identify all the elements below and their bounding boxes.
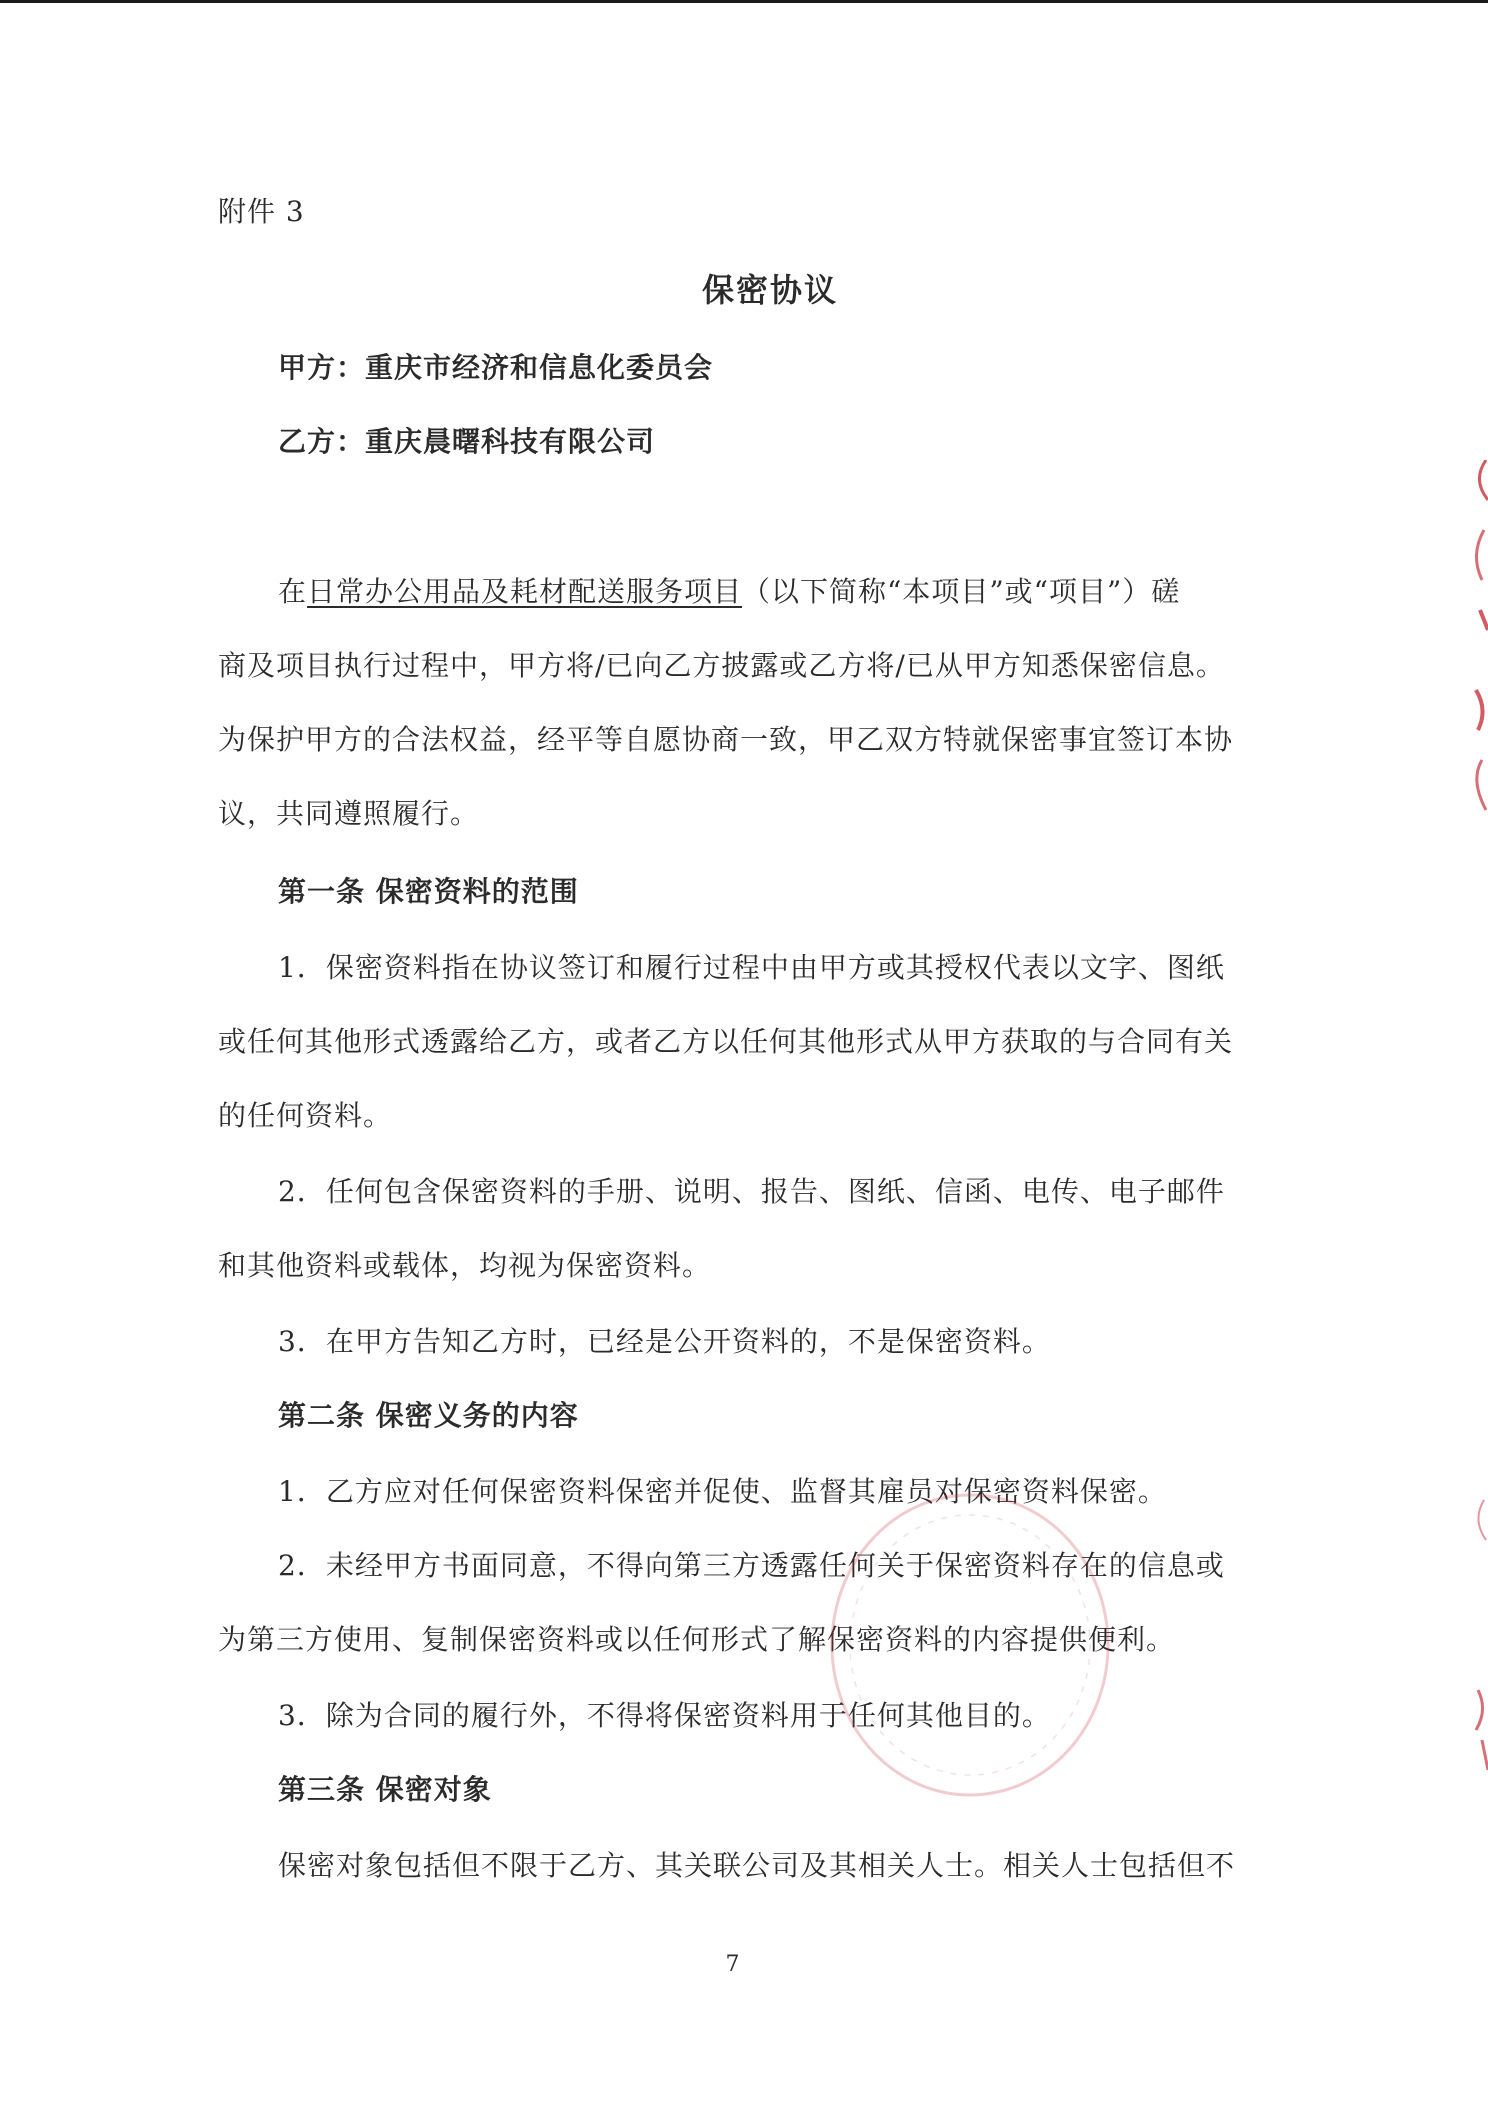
- party-b: 乙方：重庆晨曙科技有限公司: [278, 425, 656, 458]
- article-1-item-2-line-1: 2．任何包含保密资料的手册、说明、报告、图纸、信函、电传、电子邮件: [278, 1175, 1225, 1208]
- article-1-item-3: 3．在甲方告知乙方时，已经是公开资料的，不是保密资料。: [278, 1325, 1051, 1358]
- article-1-item-1-line-1: 1．保密资料指在协议签订和履行过程中由甲方或其授权代表以文字、图纸: [278, 951, 1225, 984]
- article-1-item-2-line-2: 和其他资料或载体，均视为保密资料。: [218, 1249, 712, 1282]
- article-2-heading: 第二条 保密义务的内容: [278, 1399, 579, 1432]
- seal-edge-mark: [1466, 460, 1488, 820]
- article-2-item-1: 1．乙方应对任何保密资料保密并促使、监督其雇员对保密资料保密。: [278, 1475, 1167, 1508]
- intro-line-2: 商及项目执行过程中，甲方将/已向乙方披露或乙方将/已从甲方知悉保密信息。: [218, 649, 1225, 682]
- intro-line-1: [278, 572, 1180, 612]
- article-2-item-2-line-1: 2．未经甲方书面同意，不得向第三方透露任何关于保密资料存在的信息或: [278, 1549, 1225, 1582]
- intro-prefix: 在: [278, 575, 308, 608]
- article-1-item-1-line-3: 的任何资料。: [218, 1099, 393, 1132]
- intro-line-3: 为保护甲方的合法权益，经平等自愿协商一致，甲乙双方特就保密事宜签订本协: [218, 723, 1234, 756]
- party-a: 甲方：重庆市经济和信息化委员会: [278, 351, 714, 384]
- article-1-item-1-line-2: 或任何其他形式透露给乙方，或者乙方以任何其他形式从甲方获取的与合同有关: [218, 1025, 1234, 1058]
- document-title: 保密协议: [701, 271, 838, 309]
- annex-label: 附件 3: [218, 195, 305, 228]
- article-1-heading: 第一条 保密资料的范围: [278, 875, 579, 908]
- seal-edge-mark-lower: [1466, 1480, 1488, 1780]
- seal-stamp: [820, 1480, 1120, 1810]
- page-number: 7: [725, 1952, 740, 1977]
- project-name: 日常办公用品及耗材配送服务项目: [307, 575, 743, 608]
- article-3-heading: 第三条 保密对象: [278, 1773, 492, 1806]
- article-3-line-1: 保密对象包括但不限于乙方、其关联公司及其相关人士。相关人士包括但不: [278, 1849, 1236, 1882]
- intro-suffix: （以下简称“本项目”或“项目”）磋: [742, 575, 1181, 608]
- article-2-item-3: 3．除为合同的履行外，不得将保密资料用于任何其他目的。: [278, 1699, 1051, 1732]
- intro-line-4: 议，共同遵照履行。: [218, 797, 480, 830]
- article-2-item-2-line-2: 为第三方使用、复制保密资料或以任何形式了解保密资料的内容提供便利。: [218, 1623, 1176, 1656]
